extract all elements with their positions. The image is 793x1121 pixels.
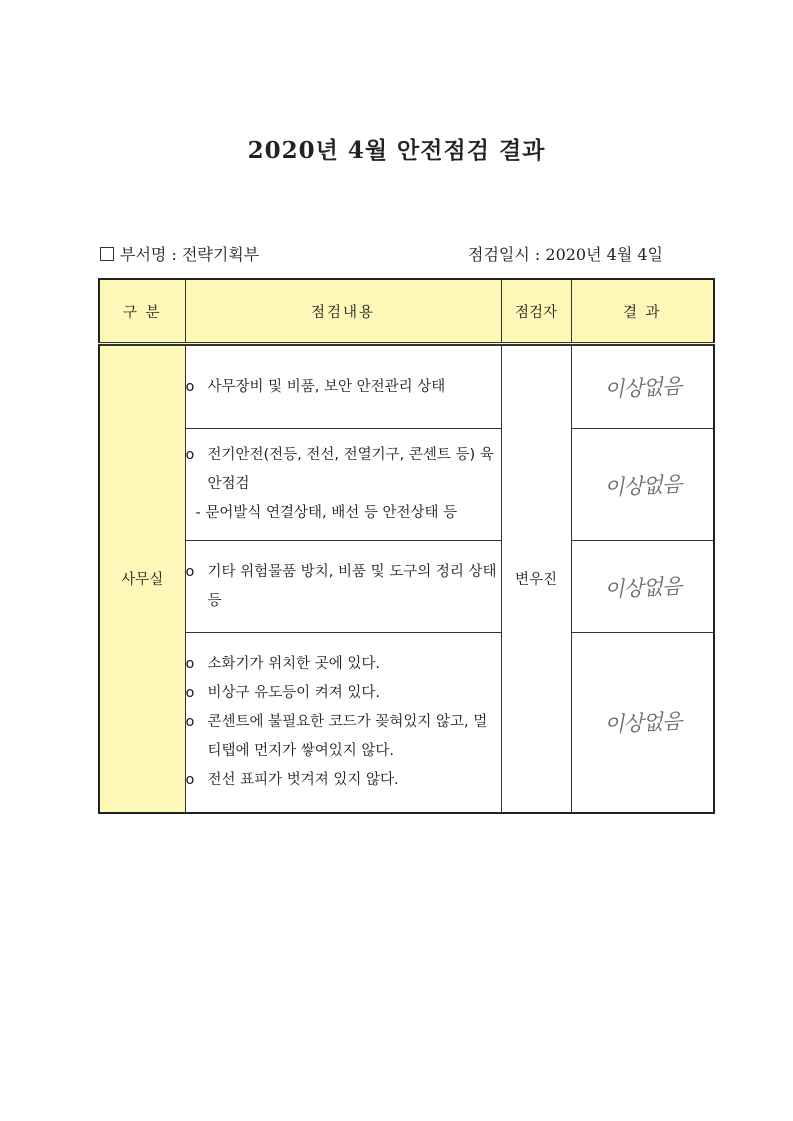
result-signature: 이상없음 [603,471,682,500]
list-item: ο 비상구 유도등이 켜져 있다. [185,684,381,701]
inspection-date-label: 점검일시 [468,245,530,264]
department-line: 부서명 : 전략기획부 [100,242,259,265]
list-item: ο 전선 표피가 벗겨져 있지 않다. [185,771,399,788]
content-cell [185,541,501,633]
table-row [99,633,714,813]
inspection-date-value: 2020년 4월 4일 [545,245,664,264]
table-row [99,346,714,429]
result-cell [571,633,714,813]
header-content: 점검내용 [185,279,501,344]
content-cell [185,633,501,813]
category-cell: 사무실 [99,346,185,813]
result-signature: 이상없음 [603,573,682,602]
list-item: ο 전기안전(전등, 전선, 전열기구, 콘센트 등) 육안점검 [185,447,494,492]
table-row [99,429,714,541]
sub-item: - 문어발식 연결상태, 배선 등 안전상태 등 [195,505,458,521]
list-item: ο 콘센트에 불필요한 코드가 꽂혀있지 않고, 멀티탭에 먼지가 쌓여있지 않다. [185,713,488,759]
inspection-date-line: 점검일시 : 2020년 4월 4일 [468,245,664,264]
page-title: 2020년 4월 안전점검 결과 [247,137,546,164]
department-value: 전략기획부 [181,245,260,264]
header-inspector: 점검자 [501,279,571,344]
result-cell [571,429,714,541]
list-item: ο 기타 위험물품 방치, 비품 및 도구의 정리 상태 등 [185,563,497,609]
header-category: 구 분 [99,279,185,344]
inspection-table [98,278,715,814]
header-result: 결 과 [571,279,714,344]
content-cell [185,346,501,429]
inspector-cell: 변우진 [501,346,571,813]
list-item: ο 소화기가 위치한 곳에 있다. [185,655,381,672]
result-signature: 이상없음 [603,709,682,738]
department-label: 부서명 [120,245,167,264]
result-cell [571,346,714,429]
checkbox-icon [100,247,114,261]
result-signature: 이상없음 [603,373,682,403]
list-item: ο 사무장비 및 비품, 보안 안전관리 상태 [185,378,446,395]
content-cell [185,429,501,541]
result-cell [571,541,714,633]
table-header-row [99,279,714,344]
table-row [99,541,714,633]
